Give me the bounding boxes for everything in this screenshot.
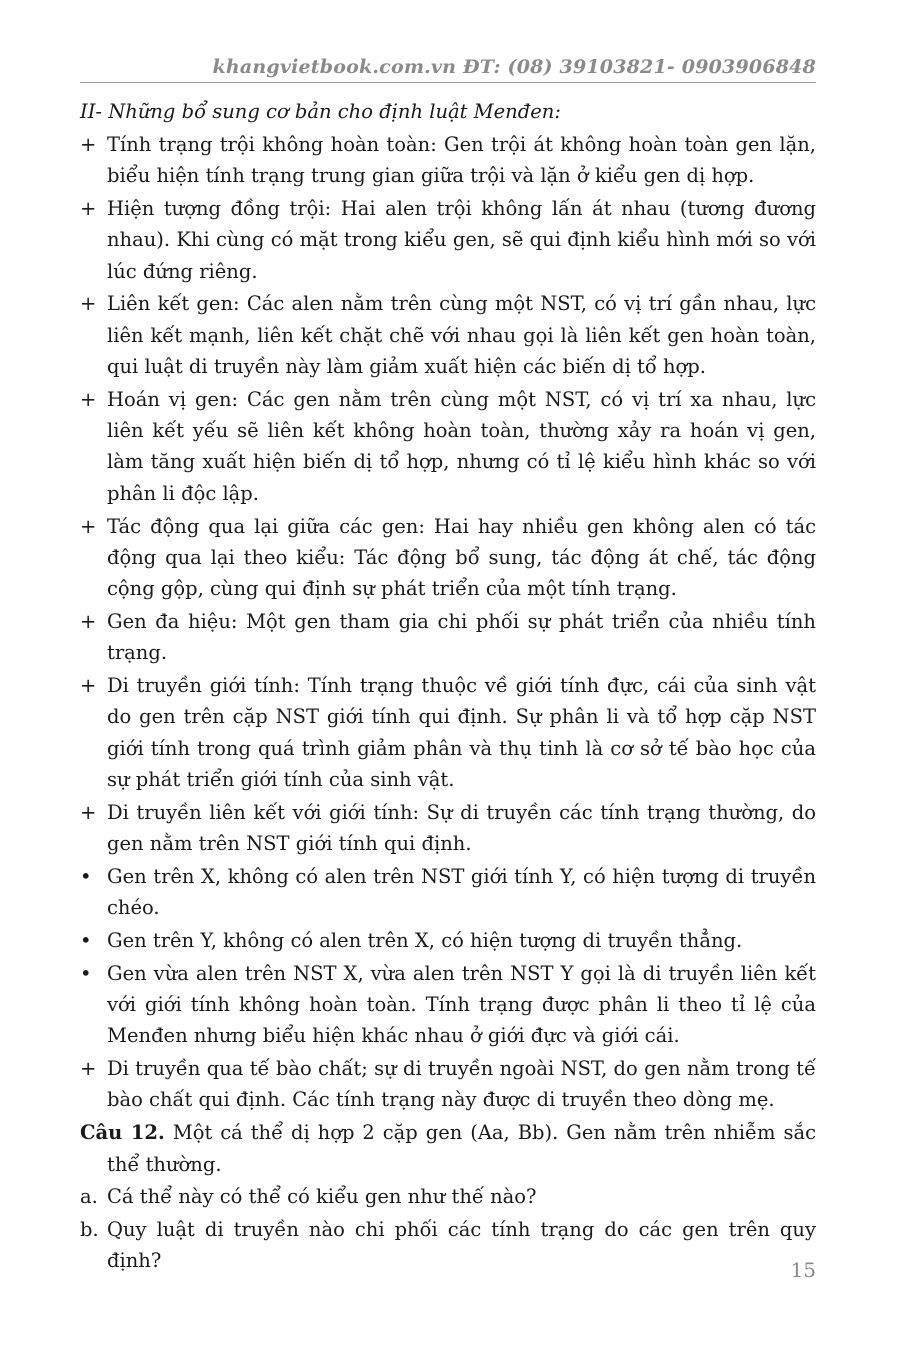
bullet-marker: •: [80, 961, 92, 985]
part-marker: b.: [80, 1218, 99, 1242]
list-item: [80, 1053, 816, 1116]
item-marker: +: [80, 387, 97, 411]
list-item: [80, 670, 816, 795]
item-marker: +: [80, 292, 97, 316]
list-item: [80, 129, 816, 192]
item-marker: +: [80, 800, 97, 824]
item-marker: +: [80, 609, 97, 633]
question-part: [80, 1181, 816, 1212]
part-marker: a.: [80, 1185, 98, 1209]
list-item: [80, 797, 816, 860]
item-text: Di truyền qua tế bào chất; sự di truyền ngoài NST, do gen nằm trong tế bào chất qui định. Các tính trạng này được di truyền theo dòng mẹ.: [107, 1057, 816, 1112]
list-item: [80, 606, 816, 669]
question-part: [80, 1214, 816, 1277]
item-marker: +: [80, 1057, 97, 1081]
header-divider: [80, 82, 816, 83]
list-item: [80, 288, 816, 382]
item-text: Gen trên X, không có alen trên NST giới tính Y, có hiện tượng di truyền chéo.: [107, 864, 816, 920]
bullet-marker: •: [80, 864, 92, 888]
item-text: Di truyền giới tính: Tính trạng thuộc về giới tính đực, cái của sinh vật do gen trên cặp NST giới tính qui định. Sự phân li và tổ hợp cặp NST giới tính trong quá trình giảm phân và thụ tinh là cơ sở tế bào học của sự phát triển giới tính của sinh vật.: [107, 674, 816, 791]
page-number: 15: [790, 1258, 816, 1282]
item-text: Tác động qua lại giữa các gen: Hai hay nhiều gen không alen có tác động qua lại theo kiểu: Tác động bổ sung, tác động át chế, tác động cộng gộp, cùng qui định sự phát triển của một tính trạng.: [107, 514, 816, 601]
item-marker: +: [80, 133, 97, 156]
page-header: khangvietbook.com.vn ĐT: (08) 39103821- 0903906848: [212, 56, 816, 78]
list-item: [80, 861, 816, 924]
list-item: [80, 193, 816, 287]
question-text: Một cá thể dị hợp 2 cặp gen (Aa, Bb). Gen nằm trên nhiễm sắc thể thường.: [107, 1121, 816, 1176]
list-item: [80, 511, 816, 605]
item-marker: +: [80, 197, 97, 221]
item-text: Hiện tượng đồng trội: Hai alen trội không lấn át nhau (tương đương nhau). Khi cùng có mặt trong kiểu gen, sẽ qui định kiểu hình mới so với lúc đứng riêng.: [107, 197, 816, 283]
list-item: [80, 958, 816, 1052]
item-text: Di truyền liên kết với giới tính: Sự di truyền các tính trạng thường, do gen nằm trên NST giới tính qui định.: [107, 800, 816, 856]
item-text: Gen đa hiệu: Một gen tham gia chi phối sự phát triển của nhiều tính trạng.: [107, 609, 816, 665]
list-item: [80, 925, 816, 956]
section-title: II- Những bổ sung cơ bản cho định luật Menđen:: [80, 100, 561, 123]
item-text: Liên kết gen: Các alen nằm trên cùng một NST, có vị trí gần nhau, lực liên kết mạnh, liên kết chặt chẽ với nhau gọi là liên kết gen hoàn toàn, qui luật di truyền này làm giảm xuất hiện các biến dị tổ hợp.: [107, 292, 816, 379]
item-marker: +: [80, 514, 97, 538]
bullet-marker: •: [80, 928, 92, 952]
list-item: [80, 384, 816, 509]
part-text: Quy luật di truyền nào chi phối các tính trạng do các gen trên quy định?: [107, 1218, 816, 1273]
question-statement: [80, 1117, 816, 1180]
item-text: Tính trạng trội không hoàn toàn: Gen trội át không hoàn toàn gen lặn, biểu hiện tính trạng trung gian giữa trội và lặn ở kiểu gen dị hợp.: [107, 133, 816, 188]
item-marker: +: [80, 674, 97, 698]
item-text: Hoán vị gen: Các gen nằm trên cùng một NST, có vị trí xa nhau, lực liên kết yếu sẽ liên kết không hoàn toàn, thường xảy ra hoán vị gen, làm tăng xuất hiện biến dị tổ hợp, nhưng có tỉ lệ kiểu hình khác so với phân li độc lập.: [107, 387, 816, 505]
item-text: Gen vừa alen trên NST X, vừa alen trên NST Y gọi là di truyền liên kết với giới tính không hoàn toàn. Tính trạng được phân li theo tỉ lệ của Menđen nhưng biểu hiện khác nhau ở giới đực và giới cái.: [107, 961, 816, 1048]
item-text: Gen trên Y, không có alen trên X, có hiện tượng di truyền thẳng.: [107, 928, 743, 952]
part-text: Cá thể này có thể có kiểu gen như thế nào?: [107, 1185, 537, 1209]
question-label: Câu 12.: [80, 1121, 165, 1145]
page-content: [80, 96, 816, 1278]
